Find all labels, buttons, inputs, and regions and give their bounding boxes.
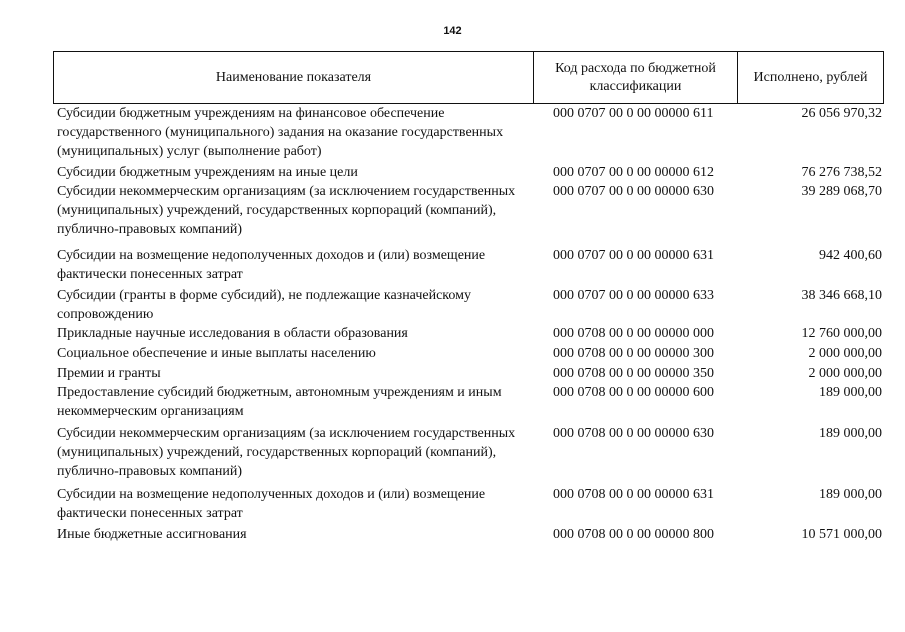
table-row <box>53 344 884 364</box>
header-code: Код расхода по бюджетной классификации <box>534 52 738 103</box>
row-name: Прикладные научные исследования в области образования <box>57 326 408 341</box>
table-header <box>53 51 884 104</box>
row-code: 000 0707 00 0 00 00000 630 <box>553 184 714 199</box>
row-name: Социальное обеспечение и иные выплаты населению <box>57 346 376 361</box>
row-value: 26 056 970,32 <box>801 106 882 121</box>
table-body <box>53 104 884 544</box>
row-value: 39 289 068,70 <box>801 184 882 199</box>
row-value: 12 760 000,00 <box>801 326 882 341</box>
table-row <box>53 182 884 246</box>
row-value: 2 000 000,00 <box>808 346 882 361</box>
table-row <box>53 286 884 324</box>
row-value: 189 000,00 <box>819 385 882 400</box>
row-code: 000 0707 00 0 00 00000 612 <box>553 165 714 180</box>
row-name: Субсидии на возмещение недополученных доходов и (или) возмещение фактически понесенных затрат <box>57 248 486 282</box>
page-number: 142 <box>443 25 462 37</box>
row-name: Предоставление субсидий бюджетным, автономным учреждениям и иным некоммерческим организациям <box>57 385 502 419</box>
table-row <box>53 485 884 525</box>
row-code: 000 0708 00 0 00 00000 350 <box>553 366 714 381</box>
row-name: Иные бюджетные ассигнования <box>57 527 247 542</box>
row-code: 000 0708 00 0 00 00000 630 <box>553 426 714 441</box>
table-row <box>53 364 884 383</box>
row-value: 2 000 000,00 <box>808 366 882 381</box>
row-value: 10 571 000,00 <box>801 527 882 542</box>
row-code: 000 0707 00 0 00 00000 631 <box>553 248 714 263</box>
table-row <box>53 104 884 163</box>
header-value: Исполнено, рублей <box>753 69 868 85</box>
table-row <box>53 525 884 544</box>
row-value: 38 346 668,10 <box>801 288 882 303</box>
row-name: Субсидии бюджетным учреждениям на финансовое обеспечение государственного (муниципального) задания на оказание государственных (муниципальных) услуг (выполнение работ) <box>57 106 504 159</box>
table-row <box>53 246 884 286</box>
row-code: 000 0708 00 0 00 00000 631 <box>553 487 714 502</box>
row-value: 942 400,60 <box>819 248 882 263</box>
table-row <box>53 383 884 424</box>
row-code: 000 0708 00 0 00 00000 000 <box>553 326 714 341</box>
row-value: 76 276 738,52 <box>801 165 882 180</box>
row-name: Субсидии некоммерческим организациям (за исключением государственных (муниципальных) учреждений, государственных корпораций (компаний), публично-правовых компаний) <box>57 184 516 237</box>
table-row <box>53 424 884 485</box>
header-name: Наименование показателя <box>54 52 534 103</box>
row-name: Субсидии бюджетным учреждениям на иные цели <box>57 165 358 180</box>
row-code: 000 0708 00 0 00 00000 800 <box>553 527 714 542</box>
row-name: Субсидии на возмещение недополученных доходов и (или) возмещение фактически понесенных затрат <box>57 487 486 521</box>
row-name: Субсидии некоммерческим организациям (за исключением государственных (муниципальных) учреждений, государственных корпораций (компаний), публично-правовых компаний) <box>57 426 516 479</box>
row-name: Премии и гранты <box>57 366 161 381</box>
row-value: 189 000,00 <box>819 487 882 502</box>
table-row <box>53 324 884 344</box>
row-name: Субсидии (гранты в форме субсидий), не подлежащие казначейскому сопровождению <box>57 288 471 322</box>
row-code: 000 0708 00 0 00 00000 300 <box>553 346 714 361</box>
row-code: 000 0707 00 0 00 00000 611 <box>553 106 714 121</box>
row-value: 189 000,00 <box>819 426 882 441</box>
row-code: 000 0708 00 0 00 00000 600 <box>553 385 714 400</box>
table-row <box>53 163 884 182</box>
row-code: 000 0707 00 0 00 00000 633 <box>553 288 714 303</box>
